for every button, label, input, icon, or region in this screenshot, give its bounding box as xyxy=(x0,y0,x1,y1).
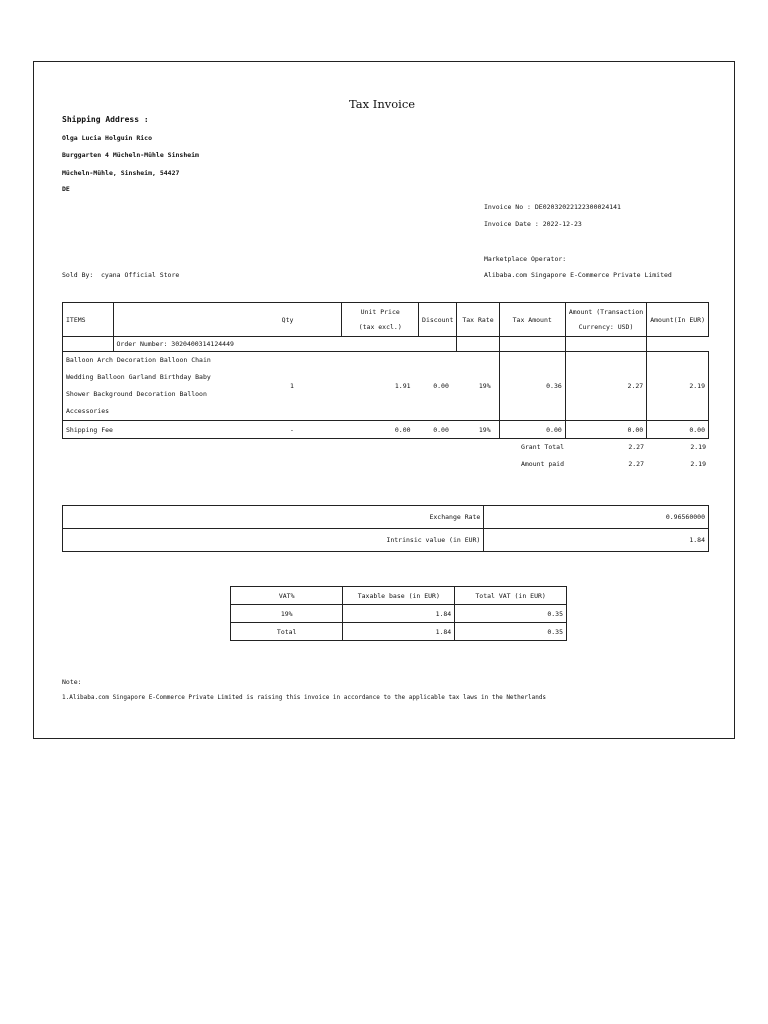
exchange-rate-label: Exchange Rate xyxy=(63,506,484,529)
product-qty: 1 xyxy=(260,352,342,421)
grand-total-label: Grant Total xyxy=(520,442,564,451)
product-line: Balloon Arch Decoration Balloon Chain xyxy=(66,356,211,364)
header-amount-transaction xyxy=(565,303,646,337)
header-tax-rate: Tax Rate xyxy=(457,303,499,337)
header-qty: Qty xyxy=(113,303,342,337)
product-tax-rate: 19% xyxy=(457,352,499,421)
exchange-rate-table xyxy=(62,505,709,552)
shipping-fee-discount: 0.00 xyxy=(419,421,457,439)
marketplace-label: Marketplace Operator: xyxy=(484,255,567,263)
product-line: Accessories xyxy=(66,407,110,415)
header-amount-line1: Amount (Transaction xyxy=(568,307,644,316)
vat-header-percent: VAT% xyxy=(231,587,343,605)
vat-taxable: 1.84 xyxy=(343,605,455,623)
exchange-rate-row xyxy=(63,506,709,529)
shipping-fee-amount-usd: 0.00 xyxy=(565,421,646,439)
note-text: 1.Alibaba.com Singapore E-Commerce Private Limited is raising this invoice in accordance to the applicable tax laws in the Netherlands xyxy=(62,694,547,701)
product-row xyxy=(63,352,709,421)
sold-by-label: Sold By: xyxy=(62,271,94,279)
shipping-fee-tax-rate: 19% xyxy=(457,421,499,439)
vat-total-label: Total xyxy=(231,623,343,641)
grand-total-row xyxy=(62,438,709,455)
vat-percent: 19% xyxy=(231,605,343,623)
intrinsic-value: 1.84 xyxy=(484,529,709,552)
marketplace-name: Alibaba.com Singapore E-Commerce Private Limited xyxy=(484,271,672,279)
intrinsic-value-label: Intrinsic value (in EUR) xyxy=(63,529,484,552)
product-amount-usd: 2.27 xyxy=(565,352,646,421)
exchange-rate-value: 0.96560000 xyxy=(484,506,709,529)
product-line: Wedding Balloon Garland Birthday Baby xyxy=(66,373,211,381)
shipping-fee-unit-price: 0.00 xyxy=(342,421,419,439)
vat-row xyxy=(231,605,567,623)
order-number: Order Number: 3020400314124449 xyxy=(113,337,457,352)
amount-paid-eur: 2.19 xyxy=(690,459,706,468)
invoice-number: Invoice No : DE02032022122300024141 xyxy=(484,203,621,211)
shipping-fee-tax-amount: 0.00 xyxy=(499,421,565,439)
shipping-fee-qty: - xyxy=(260,421,342,439)
product-unit-price: 1.91 xyxy=(342,352,419,421)
vat-total-row xyxy=(231,623,567,641)
vat-total-taxable: 1.84 xyxy=(343,623,455,641)
header-items: ITEMS xyxy=(63,303,114,337)
grand-total-usd: 2.27 xyxy=(628,442,644,451)
invoice-date: Invoice Date : 2022-12-23 xyxy=(484,220,582,228)
shipping-fee-label: Shipping Fee xyxy=(63,421,261,439)
product-amount-eur: 2.19 xyxy=(647,352,709,421)
header-amount-line2: Currency: USD) xyxy=(578,322,634,331)
seller-name: cyana Official Store xyxy=(101,271,180,279)
page-title: Tax Invoice xyxy=(349,97,416,111)
shipping-fee-amount-eur: 0.00 xyxy=(647,421,709,439)
grand-total-eur: 2.19 xyxy=(690,442,706,451)
amount-paid-usd: 2.27 xyxy=(628,459,644,468)
header-unit-price xyxy=(342,303,419,337)
product-discount: 0.00 xyxy=(419,352,457,421)
header-amount-eur: Amount(In EUR) xyxy=(647,303,709,337)
items-header-row xyxy=(63,303,709,337)
product-tax-amount: 0.36 xyxy=(499,352,565,421)
intrinsic-value-row xyxy=(63,529,709,552)
order-number-row xyxy=(63,337,709,352)
shipping-city: Mücheln-Mühle, Sinsheim, 54427 xyxy=(62,169,180,177)
shipping-street: Burggarten 4 Mücheln-Mühle Sinsheim xyxy=(62,151,199,159)
shipping-address-label: Shipping Address : xyxy=(62,115,149,124)
totals-table xyxy=(62,438,709,472)
header-unit-price-line1: Unit Price xyxy=(360,307,400,316)
note-label: Note: xyxy=(62,678,82,686)
vat-header-row xyxy=(231,587,567,605)
vat-total-vat: 0.35 xyxy=(455,623,567,641)
shipping-name: Olga Lucia Holguin Rico xyxy=(62,134,153,142)
items-table xyxy=(62,302,709,439)
header-tax-amount: Tax Amount xyxy=(499,303,565,337)
amount-paid-row xyxy=(62,455,709,472)
product-description xyxy=(63,352,261,421)
vat-header-total: Total VAT (in EUR) xyxy=(455,587,567,605)
header-discount: Discount xyxy=(419,303,457,337)
vat-header-taxable: Taxable base (in EUR) xyxy=(343,587,455,605)
header-unit-price-line2: (tax excl.) xyxy=(358,322,402,331)
invoice-page xyxy=(33,61,735,739)
vat-total: 0.35 xyxy=(455,605,567,623)
shipping-fee-row xyxy=(63,421,709,439)
product-line: Shower Background Decoration Balloon xyxy=(66,390,207,398)
vat-table xyxy=(230,586,567,641)
amount-paid-label: Amount paid xyxy=(520,459,564,468)
shipping-country: DE xyxy=(62,185,70,193)
